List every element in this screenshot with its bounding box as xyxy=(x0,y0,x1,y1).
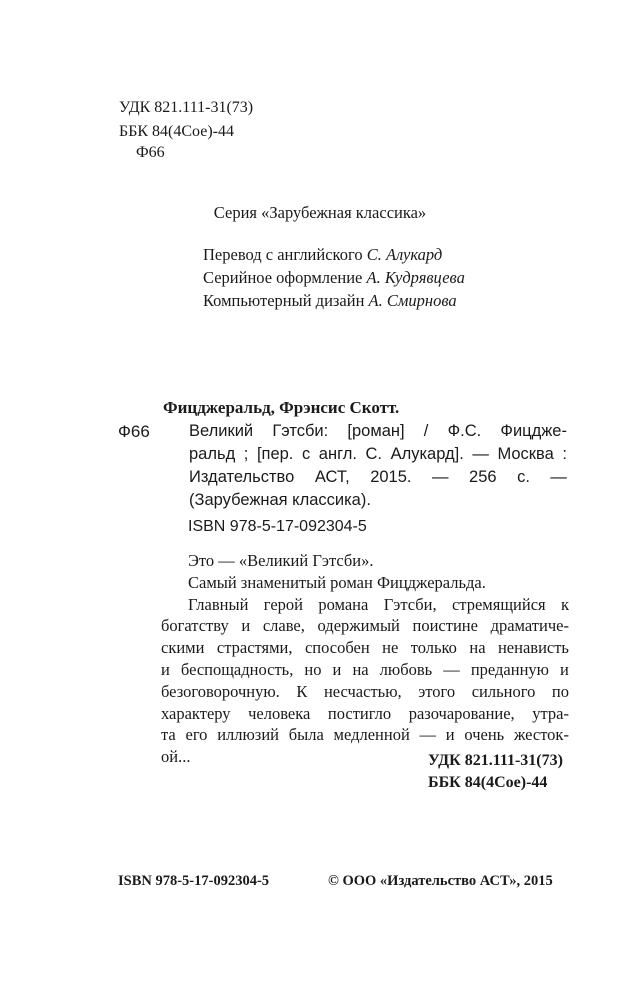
credit-series-design xyxy=(203,266,465,289)
catalog-isbn: ISBN 978-5-17-092304-5 xyxy=(188,518,367,535)
credit-name: А. Кудрявцева xyxy=(366,268,465,287)
word: — xyxy=(432,468,449,486)
word: и xyxy=(332,659,342,679)
word: разочарование, xyxy=(408,703,515,723)
footer-isbn: ISBN 978-5-17-092304-5 xyxy=(118,873,270,889)
word: на xyxy=(469,638,486,658)
word: [роман] xyxy=(347,422,405,440)
word: постигло xyxy=(327,703,392,723)
word: одержимый xyxy=(317,616,400,636)
word: : xyxy=(562,445,567,463)
word: по xyxy=(551,681,569,701)
word: Главный xyxy=(188,594,249,614)
annotation xyxy=(161,550,569,768)
word: и xyxy=(445,725,455,745)
word: жесток- xyxy=(513,725,569,745)
biblio-series: (Зарубежная классика). xyxy=(189,491,371,509)
credit-translation xyxy=(203,243,465,266)
biblio-line xyxy=(189,420,567,443)
word: но xyxy=(304,659,322,679)
word: и xyxy=(560,659,569,679)
word: с xyxy=(301,445,311,463)
biblio-line xyxy=(189,443,567,466)
word: Великий xyxy=(189,422,254,440)
word: безоговорочную. xyxy=(161,681,280,701)
bbk-code-bottom: ББК 84(4Сое)-44 xyxy=(428,774,548,791)
credit-label: Серийное оформление xyxy=(203,268,363,287)
word: К xyxy=(296,681,308,701)
udk-code-bottom: УДК 821.111-31(73) xyxy=(428,752,563,769)
catalog-author-mark: Ф66 xyxy=(118,422,150,441)
word: англ. xyxy=(318,445,357,463)
word: и xyxy=(241,616,251,636)
word: АСТ, xyxy=(314,468,350,486)
word: Алукард]. xyxy=(390,445,464,463)
word: — xyxy=(472,445,489,463)
annotation-paragraph-end: ой... xyxy=(161,747,191,767)
word: — xyxy=(550,468,567,486)
annotation-paragraph-line xyxy=(161,724,569,746)
catalog-author: Фицджеральд, Фрэнсис Скотт. xyxy=(163,398,400,417)
word: 256 xyxy=(469,468,497,486)
top-classification-codes xyxy=(119,96,253,144)
annotation-paragraph-line xyxy=(161,703,569,725)
word: С. xyxy=(365,445,382,463)
word: несчастью, xyxy=(323,681,402,701)
word: способен xyxy=(304,638,370,658)
word: человека xyxy=(248,703,311,723)
word: только xyxy=(410,638,457,658)
word: сильного xyxy=(471,681,536,701)
word: богатству xyxy=(161,616,229,636)
word: была xyxy=(288,725,324,745)
word: любовь xyxy=(379,659,433,679)
annotation-paragraph-line xyxy=(161,659,569,681)
word: иллюзий xyxy=(217,725,279,745)
word: Ф.С. xyxy=(447,422,482,440)
word: [пер. xyxy=(256,445,294,463)
word: к xyxy=(560,594,569,614)
word: та xyxy=(161,725,176,745)
word: поистине xyxy=(412,616,478,636)
series-line: Серия «Зарубежная классика» xyxy=(213,203,427,222)
word: / xyxy=(423,422,429,440)
word: не xyxy=(382,638,399,658)
word: — xyxy=(443,659,460,679)
udk-code: УДК 821.111-31(73) xyxy=(119,99,254,116)
word: медленной xyxy=(333,725,410,745)
word: беспощадность, xyxy=(180,659,294,679)
credit-label: Компьютерный дизайн xyxy=(203,291,365,310)
word: этого xyxy=(418,681,456,701)
credits-block xyxy=(203,243,465,312)
bbk-code: ББК 84(4Сое)-44 xyxy=(119,123,234,140)
word: Гэтсби, xyxy=(383,594,437,614)
word: его xyxy=(185,725,208,745)
footer-copyright: © ООО «Издательство АСТ», 2015 xyxy=(328,873,553,889)
annotation-line: Самый знаменитый роман Фицджеральда. xyxy=(188,572,486,592)
word: ; xyxy=(243,445,249,463)
word: Издательство xyxy=(189,468,295,486)
word: страстями, xyxy=(216,638,293,658)
word: ральд xyxy=(189,445,236,463)
word: с. xyxy=(517,468,530,486)
word: преданную xyxy=(470,659,549,679)
word: драматиче- xyxy=(490,616,569,636)
word: Гэтсби: xyxy=(272,422,329,440)
word: герой xyxy=(263,594,303,614)
word: 2015. xyxy=(370,468,412,486)
word: Фицдже- xyxy=(500,422,567,440)
bottom-classification-codes xyxy=(428,750,563,794)
word: романа xyxy=(318,594,369,614)
biblio-line xyxy=(189,466,567,489)
annotation-line: Это — «Великий Гэтсби». xyxy=(188,551,374,570)
credit-name: С. Алукард xyxy=(366,245,443,264)
author-mark-top: Ф66 xyxy=(136,144,165,161)
credit-computer-design xyxy=(203,289,465,312)
word: стремящийся xyxy=(451,594,546,614)
annotation-paragraph-line xyxy=(161,615,569,637)
word: и xyxy=(161,659,170,679)
word: очень xyxy=(464,725,505,745)
annotation-paragraph-line xyxy=(161,681,569,703)
word: утра- xyxy=(532,703,569,723)
word: на xyxy=(352,659,369,679)
word: Москва xyxy=(497,445,554,463)
word: ненависть xyxy=(497,638,569,658)
word: скими xyxy=(161,638,205,658)
annotation-paragraph-line xyxy=(161,637,569,659)
bibliographic-description xyxy=(189,420,567,512)
credit-name: А. Смирнова xyxy=(368,291,457,310)
annotation-paragraph-line xyxy=(161,594,569,616)
credit-label: Перевод с английского xyxy=(203,245,363,264)
word: — xyxy=(419,725,437,745)
word: славе, xyxy=(262,616,305,636)
word: характеру xyxy=(161,703,231,723)
